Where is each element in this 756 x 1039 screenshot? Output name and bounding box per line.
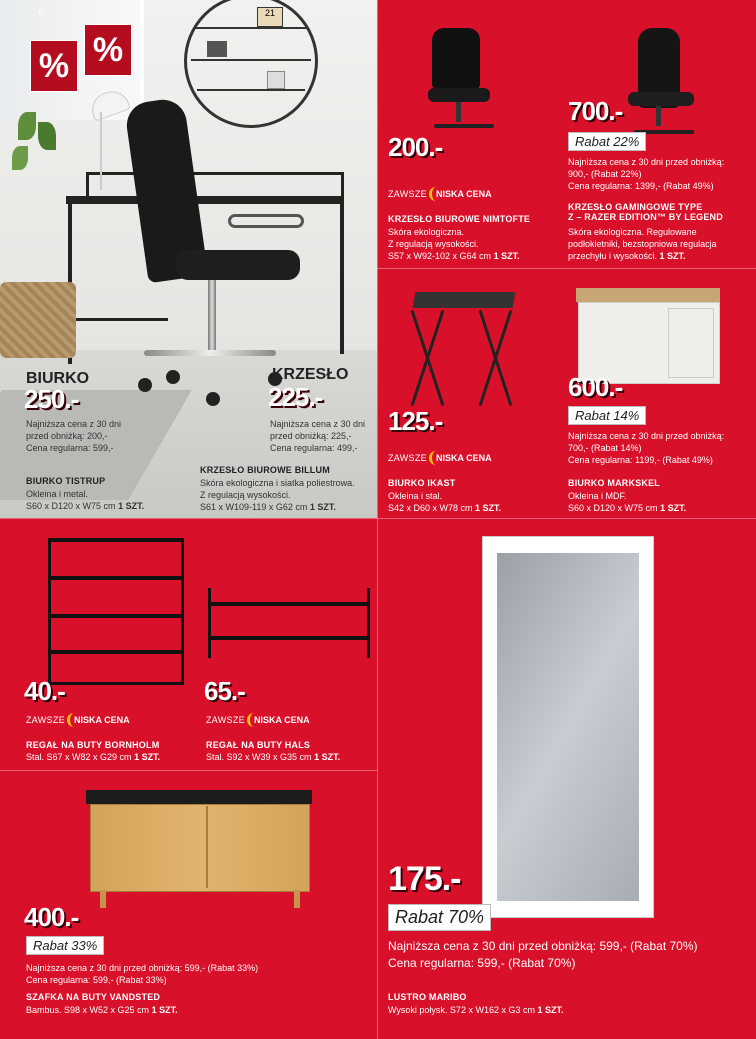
nimtofte-title: KRZESŁO BIUROWE NIMTOFTE: [388, 214, 531, 224]
krzeslo-billum-title: KRZESŁO BIUROWE BILLUM: [200, 465, 330, 475]
maribo-lowest: Najniższa cena z 30 dni przed obniżką: 599,- (Rabat 70%) Cena regularna: 599,- (Rabat 70%): [388, 939, 698, 970]
nimtofte-price: 200.-: [388, 132, 443, 162]
percent-badge: %: [84, 24, 132, 76]
bornholm-price: 40.-: [24, 676, 65, 706]
page-number: 6: [38, 8, 44, 19]
biurko-tistrup-title: BIURKO TISTRUP: [26, 476, 106, 486]
mirror-frame: [482, 536, 654, 918]
nimtofte-desc: Skóra ekologiczna. Z regulacją wysokości. S57 x W92-102 x G64 cm 1 SZT.: [388, 227, 520, 261]
gaming-rabat: Rabat 22%: [568, 132, 646, 151]
maribo-rabat: Rabat 70%: [388, 904, 491, 931]
product-vandsted: [0, 770, 377, 1039]
krzeslo-billum-price: 225.-: [268, 382, 323, 412]
hero-photo: [0, 0, 377, 518]
markskel-rabat: Rabat 14%: [568, 406, 646, 425]
zawsze-niska-cena: ZAWSZE NISKA CENA: [388, 186, 496, 202]
bornholm-title: REGAŁ NA BUTY BORNHOLM: [26, 740, 160, 750]
zawsze-niska-cena: ZAWSZE NISKA CENA: [388, 450, 496, 466]
biurko-tistrup-lowest: Najniższa cena z 30 dni przed obniżką: 200,- Cena regularna: 599,-: [26, 419, 122, 453]
product-gaming-chair: [560, 0, 756, 268]
product-nimtofte: [378, 0, 568, 268]
vandsted-image: [86, 790, 312, 804]
ikast-title: BIURKO IKAST: [388, 478, 456, 488]
hals-price: 65.-: [204, 676, 245, 706]
bornholm-desc: Stal. S67 x W82 x G29 cm 1 SZT.: [26, 752, 161, 762]
zawsze-niska-cena: ZAWSZE NISKA CENA: [206, 712, 314, 728]
desk-top: [66, 196, 344, 204]
markskel-price: 600.-: [568, 372, 623, 402]
hals-image: [208, 588, 370, 658]
vandsted-price: 400.-: [24, 902, 79, 932]
markskel-title: BIURKO MARKSKEL: [568, 478, 660, 488]
product-ikast: [378, 268, 568, 518]
biurko-heading: BIURKO: [26, 370, 90, 387]
biurko-tistrup-desc: Okleina i metal. S60 x D120 x W75 cm 1 SZT.: [26, 489, 145, 511]
maribo-price: 175.-: [388, 860, 461, 898]
mirror-glass: [497, 553, 639, 901]
calendar-icon: 21: [257, 7, 283, 27]
product-bornholm: [0, 518, 190, 770]
krzeslo-billum-desc: Skóra ekologiczna i siatka poliestrowa. Z regulacją wysokości. S61 x W109-119 x G62 cm 1 SZT.: [200, 478, 355, 512]
maribo-desc: Wysoki połysk. S72 x W162 x G3 cm 1 SZT.: [388, 1005, 564, 1015]
gaming-price: 700.-: [568, 96, 623, 126]
product-maribo: [378, 518, 756, 1039]
bornholm-image: [48, 538, 184, 685]
hals-desc: Stal. S92 x W39 x G35 cm 1 SZT.: [206, 752, 341, 762]
plant: [8, 112, 68, 192]
gaming-desc: Skóra ekologiczna. Regulowane podłokietniki, bezstopniowa regulacja przechyłu i wysokości. 1 SZT.: [568, 227, 717, 261]
vandsted-lowest: Najniższa cena z 30 dni przed obniżką: 599,- (Rabat 33%) Cena regularna: 599,- (Rabat 33%): [26, 963, 259, 985]
zawsze-niska-cena: ZAWSZE NISKA CENA: [26, 712, 134, 728]
chair-image: [432, 28, 480, 90]
vandsted-rabat: Rabat 33%: [26, 936, 104, 955]
ikast-image: [413, 292, 516, 308]
markskel-desc: Okleina i MDF. S60 x D120 x W75 cm 1 SZT.: [568, 491, 687, 513]
basket: [0, 282, 76, 358]
markskel-image: [576, 288, 720, 302]
hals-title: REGAŁ NA BUTY HALS: [206, 740, 311, 750]
vandsted-desc: Bambus. S98 x W52 x G25 cm 1 SZT.: [26, 1005, 178, 1015]
maribo-title: LUSTRO MARIBO: [388, 992, 467, 1002]
percent-badge: %: [30, 40, 78, 92]
markskel-lowest: Najniższa cena z 30 dni przed obniżką: 700,- (Rabat 14%) Cena regularna: 1199,- (Rabat 49%): [568, 431, 725, 465]
ikast-price: 125.-: [388, 406, 443, 436]
gaming-title: KRZESŁO GAMINGOWE TYPE Z – RAZER EDITION™ BY LEGEND: [568, 202, 723, 222]
biurko-tistrup-price: 250.-: [24, 384, 79, 414]
gaming-lowest: Najniższa cena z 30 dni przed obniżką: 900,- (Rabat 22%) Cena regularna: 1399,- (Rabat 49%): [568, 157, 725, 191]
round-wall-shelf: [184, 0, 318, 128]
krzeslo-heading: KRZESŁO: [272, 366, 349, 383]
ikast-desc: Okleina i stal. S42 x D60 x W78 cm 1 SZT.: [388, 491, 502, 513]
product-markskel: [560, 268, 756, 518]
vandsted-title: SZAFKA NA BUTY VANDSTED: [26, 992, 161, 1002]
product-hals: [190, 518, 377, 770]
krzeslo-billum-lowest: Najniższa cena z 30 dni przed obniżką: 225,- Cena regularna: 499,-: [270, 419, 366, 453]
